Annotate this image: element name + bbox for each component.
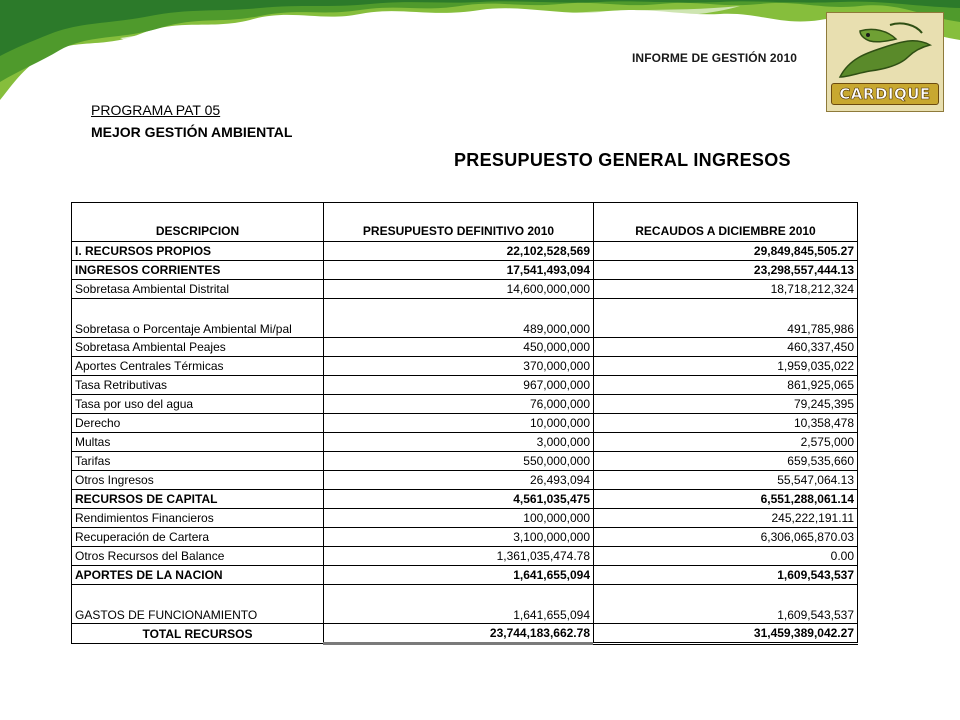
iguana-icon [830, 17, 940, 87]
row-description: Otros Ingresos [72, 471, 324, 490]
row-collected: 861,925,065 [594, 376, 858, 395]
row-budget: 3,100,000,000 [324, 528, 594, 547]
table-header-row [72, 203, 858, 242]
row-collected: 1,609,543,537 [594, 585, 858, 624]
row-budget: 450,000,000 [324, 338, 594, 357]
row-budget: 489,000,000 [324, 299, 594, 338]
table-row [72, 452, 858, 471]
report-title: INFORME DE GESTIÓN 2010 [632, 51, 798, 65]
column-header-budget: PRESUPUESTO DEFINITIVO 2010 [324, 203, 594, 242]
total-label: TOTAL RECURSOS [72, 624, 324, 644]
row-budget: 3,000,000 [324, 433, 594, 452]
row-budget: 1,641,655,094 [324, 566, 594, 585]
row-budget: 100,000,000 [324, 509, 594, 528]
row-budget: 26,493,094 [324, 471, 594, 490]
row-budget: 967,000,000 [324, 376, 594, 395]
income-budget-table [71, 202, 858, 645]
table-row [72, 490, 858, 509]
total-row [72, 624, 858, 644]
table-row [72, 242, 858, 261]
table-row [72, 528, 858, 547]
row-description: Tasa Retributivas [72, 376, 324, 395]
logo-wordmark: CARDIQUE [831, 83, 939, 105]
row-description: Tasa por uso del agua [72, 395, 324, 414]
row-budget: 370,000,000 [324, 357, 594, 376]
row-collected: 10,358,478 [594, 414, 858, 433]
row-collected: 29,849,845,505.27 [594, 242, 858, 261]
column-header-collected: RECAUDOS A DICIEMBRE 2010 [594, 203, 858, 242]
row-description: Rendimientos Financieros [72, 509, 324, 528]
page-title: PRESUPUESTO GENERAL INGRESOS [454, 150, 791, 170]
table-row [72, 433, 858, 452]
table-row [72, 299, 858, 338]
table-row [72, 414, 858, 433]
table-row [72, 509, 858, 528]
row-budget: 1,361,035,474.78 [324, 547, 594, 566]
row-collected: 460,337,450 [594, 338, 858, 357]
table-row [72, 280, 858, 299]
header-banner [0, 0, 960, 100]
row-budget: 17,541,493,094 [324, 261, 594, 280]
table-row [72, 585, 858, 624]
row-description: I. RECURSOS PROPIOS [72, 242, 324, 261]
row-collected: 0.00 [594, 547, 858, 566]
program-code: PROGRAMA PAT 05 [91, 102, 221, 118]
row-budget: 22,102,528,569 [324, 242, 594, 261]
table-row [72, 547, 858, 566]
row-description: Sobretasa Ambiental Peajes [72, 338, 324, 357]
row-budget: 550,000,000 [324, 452, 594, 471]
program-name: MEJOR GESTIÓN AMBIENTAL [91, 124, 293, 140]
total-budget: 23,744,183,662.78 [324, 624, 594, 644]
row-collected: 491,785,986 [594, 299, 858, 338]
row-description: Sobretasa o Porcentaje Ambiental Mi/pal [72, 299, 324, 338]
row-budget: 76,000,000 [324, 395, 594, 414]
table-row [72, 376, 858, 395]
row-collected: 6,306,065,870.03 [594, 528, 858, 547]
row-collected: 245,222,191.11 [594, 509, 858, 528]
row-collected: 79,245,395 [594, 395, 858, 414]
row-description: APORTES DE LA NACION [72, 566, 324, 585]
row-collected: 55,547,064.13 [594, 471, 858, 490]
row-description: Sobretasa Ambiental Distrital [72, 280, 324, 299]
row-budget: 4,561,035,475 [324, 490, 594, 509]
row-budget: 14,600,000,000 [324, 280, 594, 299]
table-row [72, 338, 858, 357]
row-description: Derecho [72, 414, 324, 433]
column-header-description: DESCRIPCION [72, 203, 324, 242]
table-row [72, 395, 858, 414]
row-description: Recuperación de Cartera [72, 528, 324, 547]
total-collected: 31,459,389,042.27 [594, 624, 858, 644]
row-collected: 23,298,557,444.13 [594, 261, 858, 280]
row-collected: 6,551,288,061.14 [594, 490, 858, 509]
table-row [72, 566, 858, 585]
cardique-logo [826, 12, 944, 112]
row-collected: 659,535,660 [594, 452, 858, 471]
row-description: INGRESOS CORRIENTES [72, 261, 324, 280]
row-budget: 1,641,655,094 [324, 585, 594, 624]
table-row [72, 471, 858, 490]
row-collected: 1,609,543,537 [594, 566, 858, 585]
table-row [72, 357, 858, 376]
row-collected: 2,575,000 [594, 433, 858, 452]
row-budget: 10,000,000 [324, 414, 594, 433]
row-description: Otros Recursos del Balance [72, 547, 324, 566]
row-collected: 1,959,035,022 [594, 357, 858, 376]
row-description: Multas [72, 433, 324, 452]
row-description: GASTOS DE FUNCIONAMIENTO [72, 585, 324, 624]
row-collected: 18,718,212,324 [594, 280, 858, 299]
table-row [72, 261, 858, 280]
row-description: Aportes Centrales Térmicas [72, 357, 324, 376]
row-description: RECURSOS DE CAPITAL [72, 490, 324, 509]
row-description: Tarifas [72, 452, 324, 471]
